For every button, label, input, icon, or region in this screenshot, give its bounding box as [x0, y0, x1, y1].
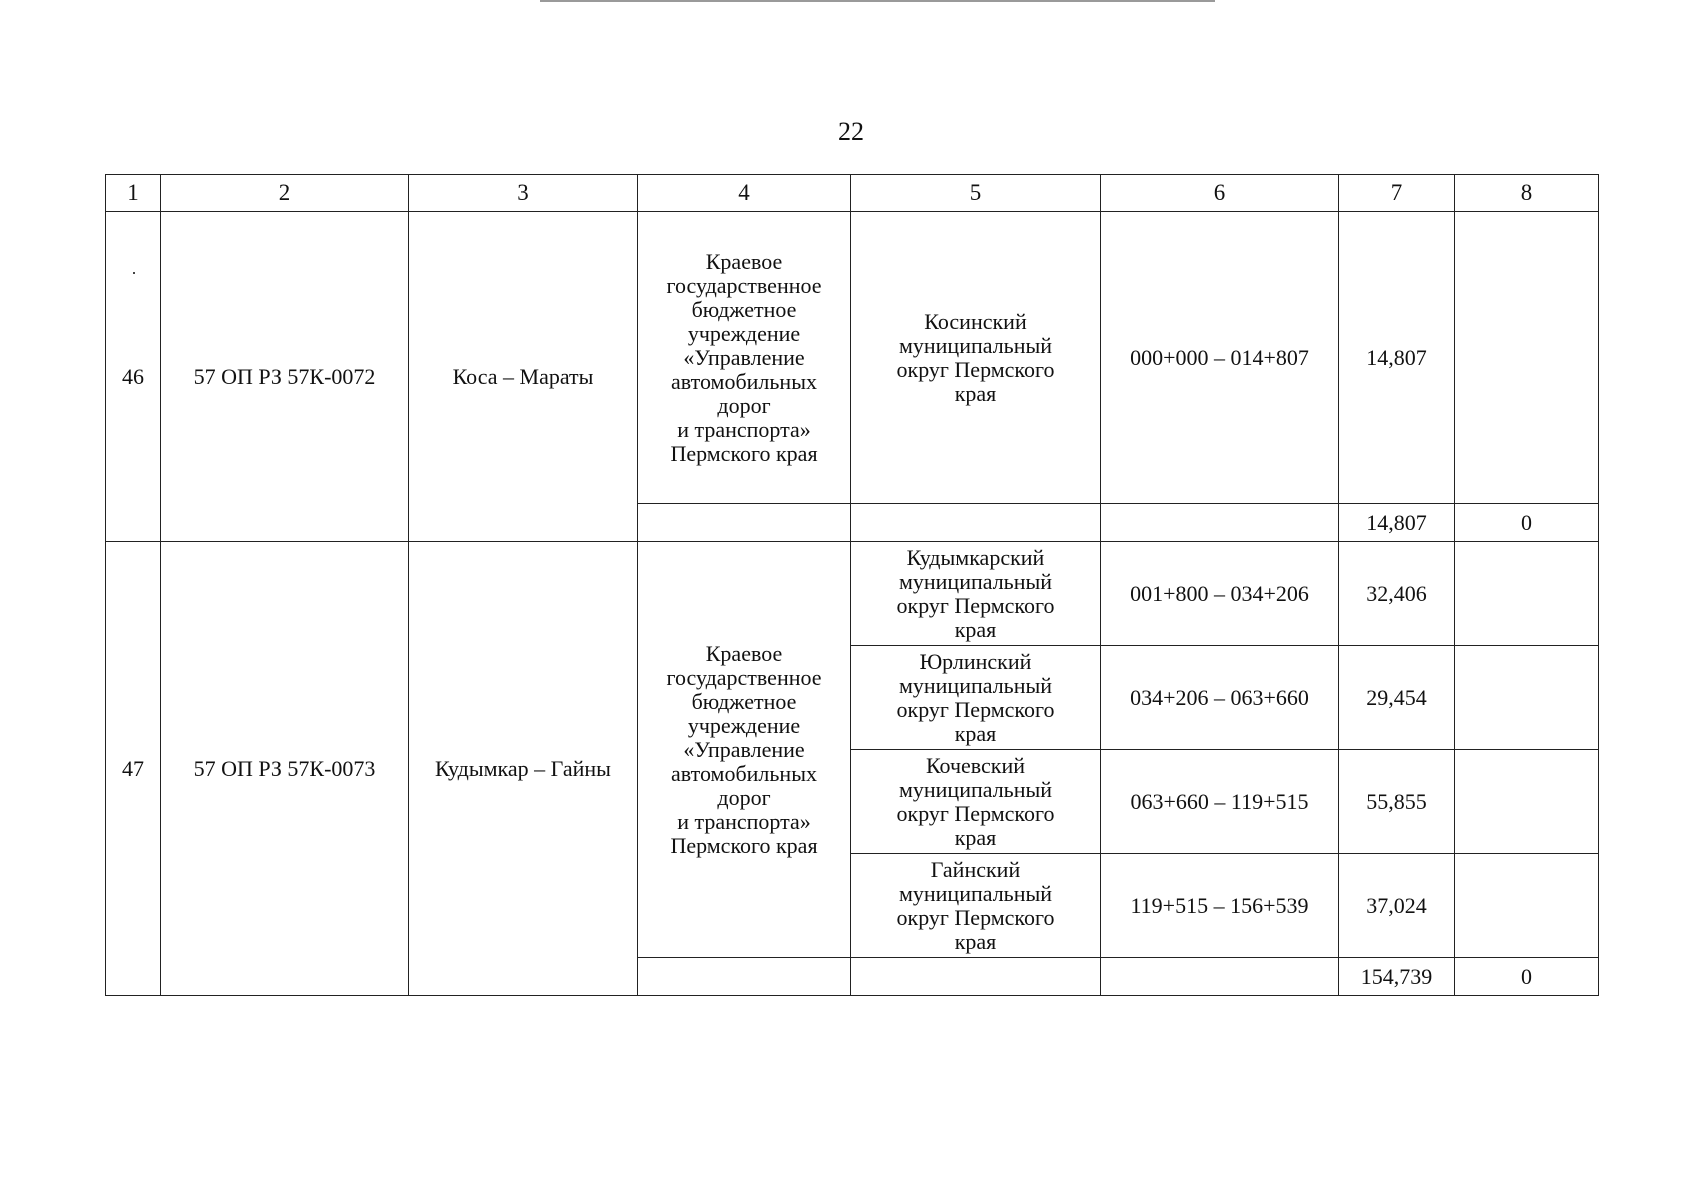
row-number: 47 [106, 542, 161, 996]
col8-value [1455, 212, 1599, 504]
column-header: 1 [106, 175, 161, 212]
empty-cell [1101, 504, 1339, 542]
column-number-row [106, 175, 1599, 212]
col8-value [1455, 646, 1599, 750]
km-range: 063+660 – 119+515 [1101, 750, 1339, 854]
total-length: 154,739 [1339, 958, 1455, 996]
district: Юрлинский муниципальный округ Пермского края [851, 646, 1101, 750]
scan-dot [133, 272, 135, 274]
road-owner: Краевое государственное бюджетное учреждение «Управление автомобильных дорог и транспорта» Пермского края [638, 212, 851, 504]
km-range: 034+206 – 063+660 [1101, 646, 1339, 750]
segment-length: 14,807 [1339, 212, 1455, 504]
column-header: 5 [851, 175, 1101, 212]
column-header: 6 [1101, 175, 1339, 212]
segment-length: 29,454 [1339, 646, 1455, 750]
empty-cell [1101, 958, 1339, 996]
district: Гайнский муниципальный округ Пермского края [851, 854, 1101, 958]
column-header: 2 [161, 175, 409, 212]
table-row [106, 542, 1599, 646]
column-header: 4 [638, 175, 851, 212]
empty-cell [638, 958, 851, 996]
empty-cell [851, 504, 1101, 542]
total-col8: 0 [1455, 958, 1599, 996]
road-owner: Краевое государственное бюджетное учреждение «Управление автомобильных дорог и транспорта» Пермского края [638, 542, 851, 958]
table-row [106, 212, 1599, 504]
empty-cell [638, 504, 851, 542]
top-edge-rule [540, 0, 1215, 2]
col8-value [1455, 542, 1599, 646]
col8-value [1455, 854, 1599, 958]
column-header: 7 [1339, 175, 1455, 212]
row-number: 46 [106, 212, 161, 542]
district: Косинский муниципальный округ Пермского края [851, 212, 1101, 504]
column-header: 8 [1455, 175, 1599, 212]
district: Кочевский муниципальный округ Пермского края [851, 750, 1101, 854]
column-header: 3 [409, 175, 638, 212]
total-length: 14,807 [1339, 504, 1455, 542]
km-range: 119+515 – 156+539 [1101, 854, 1339, 958]
segment-length: 37,024 [1339, 854, 1455, 958]
empty-cell [851, 958, 1101, 996]
road-registry-table [105, 174, 1599, 996]
col8-value [1455, 750, 1599, 854]
road-name: Кудымкар – Гайны [409, 542, 638, 996]
km-range: 000+000 – 014+807 [1101, 212, 1339, 504]
road-name: Коса – Мараты [409, 212, 638, 542]
segment-length: 32,406 [1339, 542, 1455, 646]
total-col8: 0 [1455, 504, 1599, 542]
page-number: 22 [838, 117, 864, 146]
km-range: 001+800 – 034+206 [1101, 542, 1339, 646]
segment-length: 55,855 [1339, 750, 1455, 854]
district: Кудымкарский муниципальный округ Пермского края [851, 542, 1101, 646]
road-id: 57 ОП РЗ 57К-0073 [161, 542, 409, 996]
road-id: 57 ОП РЗ 57К-0072 [161, 212, 409, 542]
